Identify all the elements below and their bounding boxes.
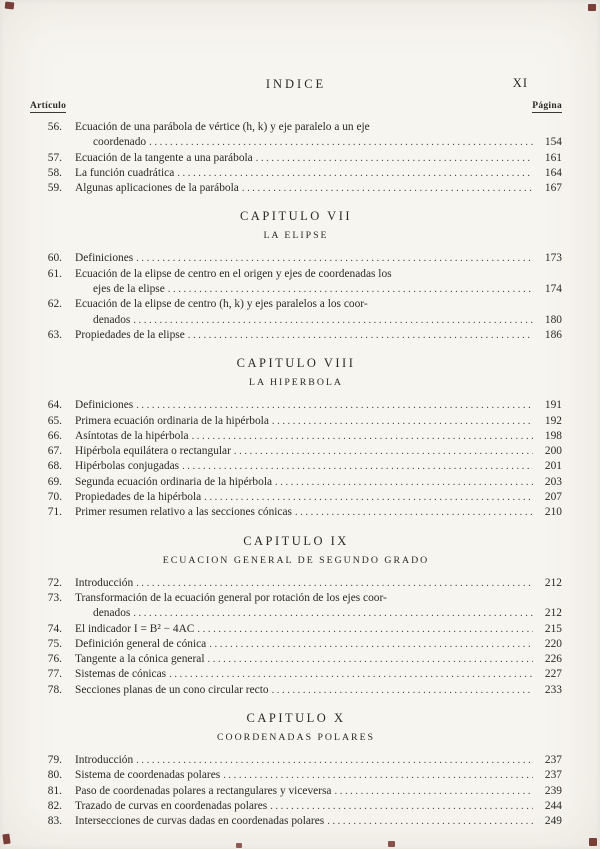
entry-line: [75, 475, 562, 490]
toc-entry: [30, 637, 562, 652]
chapter-subtitle: LA ELIPSE: [263, 230, 329, 242]
entry-body: [75, 414, 562, 429]
entry-body: [75, 667, 562, 682]
entry-text: ejes de la elipse: [93, 283, 165, 296]
dot-leader: [223, 768, 533, 783]
entry-number: 63.: [47, 328, 62, 341]
entry-line: [75, 444, 562, 459]
chapter-heading: CAPITULO X: [246, 711, 346, 726]
folio-number: XI: [512, 76, 528, 90]
entry-number: 60.: [47, 252, 62, 265]
entry-number: 81.: [47, 784, 62, 797]
entry-text: Ecuación de la tangente a una parábola: [75, 151, 253, 164]
entry-line: [75, 135, 562, 150]
entry-page: 227: [544, 668, 562, 681]
dot-leader: [182, 459, 533, 474]
dot-leader: [192, 429, 533, 444]
entry-number: 59.: [47, 182, 62, 195]
dot-leader: [242, 181, 533, 196]
entry-page: 239: [544, 784, 562, 797]
toc-entry: [30, 768, 562, 783]
chapter-heading: CAPITULO VII: [239, 209, 353, 224]
entry-number: 78.: [47, 683, 62, 696]
column-header-articulo: Artículo: [30, 101, 67, 111]
page-title: INDICE: [265, 77, 327, 91]
entry-body: [75, 297, 562, 328]
toc-entry: [30, 459, 562, 474]
entry-line: [75, 814, 562, 829]
entry-body: [75, 166, 562, 181]
entry-body: [75, 120, 562, 151]
entry-number: 72.: [47, 576, 62, 589]
entry-text: Algunas aplicaciones de la parábola: [75, 182, 239, 195]
entry-body: [75, 784, 562, 799]
dot-leader: [275, 475, 533, 490]
column-headers: [30, 101, 562, 113]
toc-entry: [30, 166, 562, 181]
entry-line: [75, 181, 562, 196]
toc-entry: [30, 151, 562, 166]
toc-entry: [30, 297, 562, 328]
entry-page: 237: [544, 754, 562, 767]
entry-line: Ecuación de la elipse de centro (h, k) y ejes paralelos a los coor-: [75, 298, 368, 311]
dot-leader: [234, 444, 533, 459]
dot-leader: [272, 414, 533, 429]
entry-body: [75, 444, 562, 459]
entry-number: 58.: [47, 166, 62, 179]
entry-page: 207: [544, 491, 562, 504]
entry-number: 69.: [47, 475, 62, 488]
dot-leader: [188, 328, 533, 343]
toc-entry: [30, 120, 562, 151]
entry-line: [75, 637, 562, 652]
entry-line: [75, 652, 562, 667]
entry-number: 64.: [47, 399, 62, 412]
dot-leader: [208, 652, 534, 667]
entry-number: 71.: [47, 506, 62, 519]
entry-text: Sistemas de cónicas: [75, 668, 167, 681]
toc-entry: [30, 398, 562, 413]
dot-leader: [169, 667, 533, 682]
entry-text: Secciones planas de un cono circular recto: [75, 683, 269, 696]
entry-text: Definiciones: [75, 399, 134, 412]
entry-body: [75, 683, 562, 698]
dot-leader: [295, 505, 533, 520]
entry-line: [75, 313, 562, 328]
entry-body: [75, 637, 562, 652]
entry-number: 61.: [47, 267, 62, 280]
entry-number: 65.: [47, 414, 62, 427]
entry-text: Primer resumen relativo a las secciones cónicas: [75, 506, 292, 519]
entry-body: [75, 475, 562, 490]
entry-number: 62.: [47, 298, 62, 311]
entry-line: [75, 166, 562, 181]
entry-line: Ecuación de una parábola de vértice (h, k) y eje paralelo a un eje: [75, 121, 370, 133]
dot-leader: [133, 606, 533, 621]
scan-corner-mark: [2, 834, 10, 845]
entry-line: [75, 799, 562, 814]
entry-body: [75, 429, 562, 444]
dot-leader: [133, 313, 533, 328]
entry-body: [75, 814, 562, 829]
entry-number: 79.: [47, 754, 62, 767]
entry-line: [75, 398, 562, 413]
toc-entry: [30, 429, 562, 444]
toc-entry: [30, 444, 562, 459]
entry-line: [75, 606, 562, 621]
entry-text: Tangente a la cónica general: [75, 653, 205, 666]
toc-entry: [30, 683, 562, 698]
entry-page: 200: [544, 445, 562, 458]
entry-page: 161: [544, 151, 562, 164]
entry-body: [75, 490, 562, 505]
entry-page: 249: [544, 815, 562, 828]
dot-leader: [136, 576, 533, 591]
entry-number: 82.: [47, 799, 62, 812]
entry-body: [75, 591, 562, 622]
toc-entry: [30, 181, 562, 196]
chapter-heading: CAPITULO VIII: [236, 356, 356, 371]
entry-page: 186: [544, 328, 562, 341]
entry-text: Introducción: [75, 754, 134, 767]
entry-body: [75, 459, 562, 474]
entry-text: Definición general de cónica: [75, 637, 207, 650]
entry-number: 68.: [47, 460, 62, 473]
entry-text: Primera ecuación ordinaria de la hipérbola: [75, 414, 269, 427]
dot-leader: [197, 622, 533, 637]
entry-text: Trazado de curvas en coordenadas polares: [75, 799, 268, 812]
entry-line: [75, 151, 562, 166]
toc-entry: [30, 505, 562, 520]
entry-body: [75, 181, 562, 196]
entry-text: Hipérbola equilátera o rectangular: [75, 445, 231, 458]
page-header: [30, 76, 562, 92]
chapter-subtitle: ECUACION GENERAL DE SEGUNDO GRADO: [162, 554, 430, 566]
entry-text: denados: [93, 313, 131, 326]
entry-number: 56.: [47, 121, 62, 133]
scan-edge-mark: [388, 841, 395, 847]
entry-number: 80.: [47, 769, 62, 782]
entry-line: [75, 414, 562, 429]
toc-entry: [30, 784, 562, 799]
entry-text: Hipérbolas conjugadas: [75, 460, 180, 473]
entry-page: 154: [544, 136, 562, 149]
page-content: [30, 76, 562, 830]
entry-page: 192: [544, 414, 562, 427]
entry-page: 237: [544, 769, 562, 782]
entry-number: 70.: [47, 491, 62, 504]
toc-entry: [30, 414, 562, 429]
dot-leader: [136, 398, 533, 413]
chapter-subtitle: COORDENADAS POLARES: [216, 732, 376, 744]
entry-page: 180: [544, 313, 562, 326]
entry-page: 212: [544, 576, 562, 589]
entry-line: [75, 622, 562, 637]
entry-body: [75, 652, 562, 667]
entry-line: [75, 505, 562, 520]
chapter-subtitle: LA HIPERBOLA: [249, 377, 343, 389]
entry-body: [75, 328, 562, 343]
entry-number: 76.: [47, 653, 62, 666]
entry-page: 212: [544, 607, 562, 620]
entry-body: [75, 576, 562, 591]
scan-corner-mark: [588, 4, 596, 11]
entry-line: [75, 328, 562, 343]
entry-page: 164: [544, 166, 562, 179]
entry-line: [75, 667, 562, 682]
entry-body: [75, 151, 562, 166]
entry-page: 244: [544, 799, 562, 812]
entry-text: Definiciones: [75, 252, 134, 265]
toc-entry: [30, 251, 562, 266]
dot-leader: [256, 151, 533, 166]
entry-line: [75, 683, 562, 698]
scan-edge-mark: [236, 843, 242, 848]
entry-line: [75, 576, 562, 591]
entry-page: 201: [544, 460, 562, 473]
entry-line: [75, 784, 562, 799]
entry-body: [75, 768, 562, 783]
dot-leader: [327, 814, 533, 829]
toc-entry: [30, 490, 562, 505]
scan-corner-mark: [5, 2, 15, 10]
entry-line: [75, 459, 562, 474]
chapter-heading: CAPITULO IX: [243, 533, 349, 548]
scan-corner-mark: [589, 838, 597, 846]
toc-sections: [30, 120, 562, 830]
entry-number: 67.: [47, 445, 62, 458]
dot-leader: [204, 490, 533, 505]
dot-leader: [270, 799, 533, 814]
entry-page: 203: [544, 475, 562, 488]
dot-leader: [335, 784, 534, 799]
dot-leader: [136, 753, 533, 768]
entry-body: [75, 267, 562, 298]
toc-entry: [30, 328, 562, 343]
entry-text: Asíntotas de la hipérbola: [75, 429, 189, 442]
toc-entry: [30, 576, 562, 591]
entry-page: 198: [544, 429, 562, 442]
entry-number: 57.: [47, 151, 62, 164]
entry-page: 215: [544, 622, 562, 635]
toc-entry: [30, 814, 562, 829]
entry-body: [75, 622, 562, 637]
entry-page: 173: [544, 252, 562, 265]
entry-line: [75, 753, 562, 768]
entry-line: [75, 429, 562, 444]
entry-text: Intersecciones de curvas dadas en coordenadas polares: [75, 815, 325, 828]
entry-page: 167: [544, 182, 562, 195]
entry-body: [75, 505, 562, 520]
entry-text: denados: [93, 607, 131, 620]
entry-text: Sistema de coordenadas polares: [75, 769, 221, 782]
toc-entry: [30, 267, 562, 298]
dot-leader: [209, 637, 533, 652]
entry-page: 220: [544, 637, 562, 650]
entry-line: [75, 282, 562, 297]
entry-text: El indicador I = B² − 4AC: [75, 622, 195, 635]
toc-entry: [30, 753, 562, 768]
entry-body: [75, 799, 562, 814]
toc-entry: [30, 622, 562, 637]
dot-leader: [168, 282, 533, 297]
entry-page: 210: [544, 506, 562, 519]
entry-number: 73.: [47, 591, 62, 604]
toc-entry: [30, 591, 562, 622]
entry-line: [75, 251, 562, 266]
toc-entry: [30, 799, 562, 814]
entry-number: 66.: [47, 429, 62, 442]
entry-line: Ecuación de la elipse de centro en el origen y ejes de coordenadas los: [75, 267, 392, 280]
entry-page: 191: [544, 399, 562, 412]
entry-line: [75, 490, 562, 505]
dot-leader: [136, 251, 533, 266]
entry-line: Transformación de la ecuación general por rotación de los ejes coor-: [75, 591, 387, 604]
entry-page: 174: [544, 283, 562, 296]
column-header-pagina: Página: [532, 101, 562, 111]
entry-number: 74.: [47, 622, 62, 635]
toc-entry: [30, 475, 562, 490]
entry-page: 226: [544, 653, 562, 666]
entry-text: Paso de coordenadas polares a rectangulares y viceversa: [75, 784, 332, 797]
entry-text: coordenado: [93, 136, 147, 149]
entry-body: [75, 398, 562, 413]
entry-text: Propiedades de la hipérbola: [75, 491, 202, 504]
entry-body: [75, 753, 562, 768]
dot-leader: [177, 166, 533, 181]
entry-number: 77.: [47, 668, 62, 681]
dot-leader: [149, 135, 533, 150]
entry-text: Propiedades de la elipse: [75, 328, 185, 341]
entry-text: Segunda ecuación ordinaria de la hipérbola: [75, 475, 273, 488]
entry-number: 75.: [47, 637, 62, 650]
toc-entry: [30, 652, 562, 667]
entry-page: 233: [544, 683, 562, 696]
entry-body: [75, 251, 562, 266]
entry-line: [75, 768, 562, 783]
entry-text: Introducción: [75, 576, 134, 589]
dot-leader: [272, 683, 533, 698]
entry-number: 83.: [47, 815, 62, 828]
toc-entry: [30, 667, 562, 682]
entry-text: La función cuadrática: [75, 166, 175, 179]
